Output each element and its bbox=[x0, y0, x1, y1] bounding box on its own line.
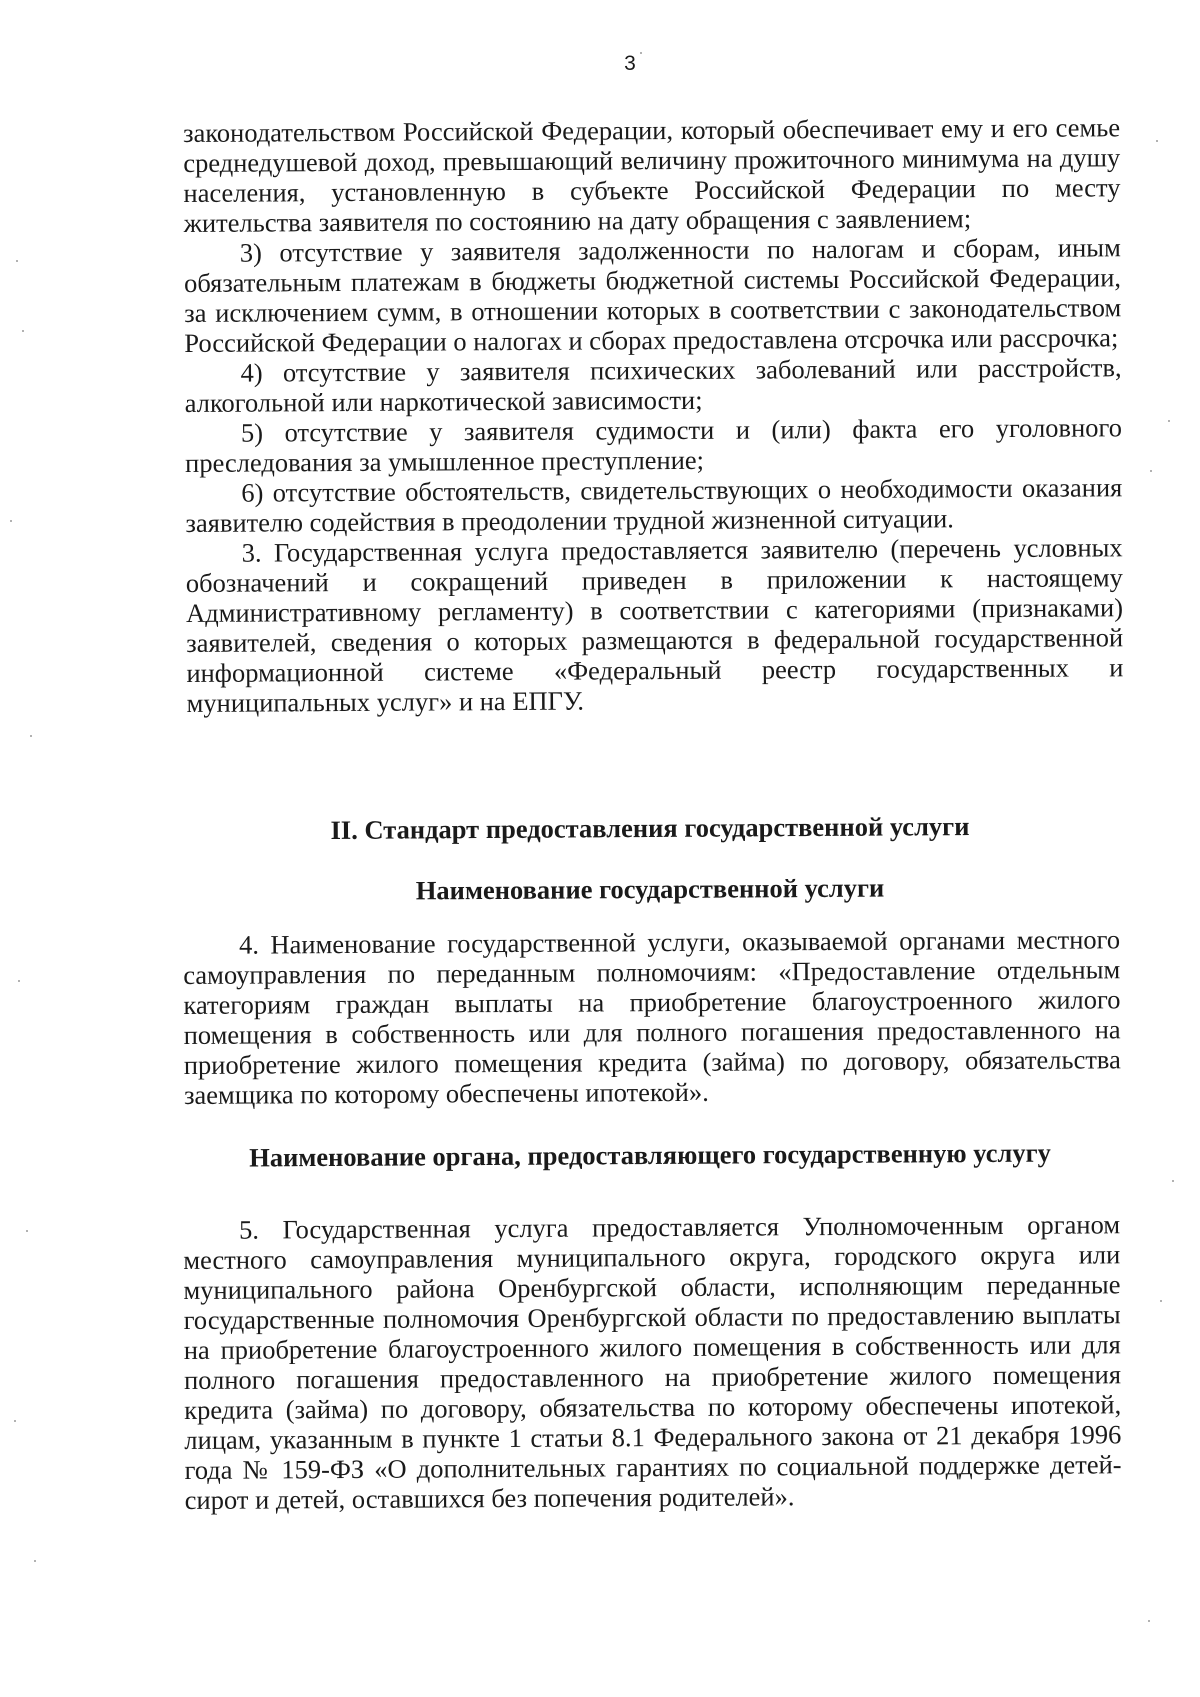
paragraph: 6) отсутствие обстоятельств, свидетельствующих о необходимости оказания заявителю содействия в преодолении трудной жизненной ситуации. bbox=[185, 472, 1123, 538]
paragraph: 5) отсутствие у заявителя судимости и (или) факта его уголовного преследования за умышленное преступление; bbox=[185, 412, 1122, 478]
text-block-eligibility bbox=[183, 112, 1124, 718]
text-block-service-name bbox=[183, 924, 1121, 1110]
scan-speck bbox=[1172, 1180, 1174, 1182]
scan-speck bbox=[22, 330, 24, 332]
scan-speck bbox=[14, 1420, 16, 1422]
page-number: 3 bbox=[624, 52, 636, 75]
scan-speck bbox=[26, 1230, 28, 1232]
scan-speck bbox=[30, 735, 32, 737]
scan-speck bbox=[1150, 470, 1152, 472]
paragraph: 4) отсутствие у заявителя психических заболеваний или расстройств, алкогольной или наркотической зависимости; bbox=[184, 352, 1122, 418]
scan-speck bbox=[18, 980, 20, 982]
paragraph: 4. Наименование государственной услуги, оказываемой органами местного самоуправления по переданным полномочиям: «Предоставление отдельным категориям граждан выплаты на приобретение благоустроенного жилого помещения в собственность или для полного погашения предоставленного на приобретение жилого помещения кредита (займа) по договору, обязательства заемщика по которому обеспечены ипотекой». bbox=[183, 924, 1121, 1110]
text-block-providing-organ bbox=[183, 1209, 1122, 1515]
subheading-service-name: Наименование государственной услуги bbox=[415, 872, 885, 906]
scan-speck bbox=[16, 260, 18, 262]
paragraph: 3. Государственная услуга предоставляется заявителю (перечень условных обозначений и сокращений приведен в приложении к настоящему Административному регламенту) в соответствии с категориями (признаками) заявителей, сведения о которых размещаются в федеральной государственной информационной системе «Федеральный реестр государственных и муниципальных услуг» и на ЕПГУ. bbox=[185, 532, 1124, 718]
scan-speck bbox=[640, 52, 642, 54]
paragraph: законодательством Российской Федерации, который обеспечивает ему и его семье среднедушевой доход, превышающий величину прожиточного минимума на душу населения, установленную в субъекте Российской Федерации по месту жительства заявителя по состоянию на дату обращения с заявлением; bbox=[183, 112, 1121, 238]
scan-speck bbox=[1148, 1620, 1150, 1622]
scan-speck bbox=[10, 520, 12, 522]
scan-speck bbox=[34, 1560, 36, 1562]
paragraph: 3) отсутствие у заявителя задолженности по налогам и сборам, иным обязательным платежам в бюджеты бюджетной системы Российской Федерации, за исключением сумм, в отношении которых в соответствии с законодательством Российской Федерации о налогах и сборах предоставлена отсрочка или рассрочка; bbox=[183, 232, 1122, 358]
section-heading-standard: II. Стандарт предоставления государственной услуги bbox=[330, 811, 970, 845]
scan-speck bbox=[1156, 140, 1158, 142]
scan-speck bbox=[1160, 1300, 1162, 1302]
scan-speck bbox=[1168, 420, 1170, 422]
paragraph: 5. Государственная услуга предоставляется Уполномоченным органом местного самоуправления муниципального округа, городского округа или муниципального района Оренбургской области, исполняющим переданные государственные полномочия Оренбургской области по предоставлению выплаты на приобретение благоустроенного жилого помещения в собственность или для полного погашения предоставленного на приобретение жилого помещения кредита (займа) по договору, обязательства по которому обеспечены ипотекой, лицам, указанным в пункте 1 статьи 8.1 Федерального закона от 21 декабря 1996 года № 159-ФЗ «О дополнительных гарантиях по социальной поддержке детей-сирот и детей, оставшихся без попечения родителей». bbox=[183, 1209, 1122, 1515]
subheading-providing-organ: Наименование органа, предоставляющего государственную услугу bbox=[249, 1137, 1051, 1173]
